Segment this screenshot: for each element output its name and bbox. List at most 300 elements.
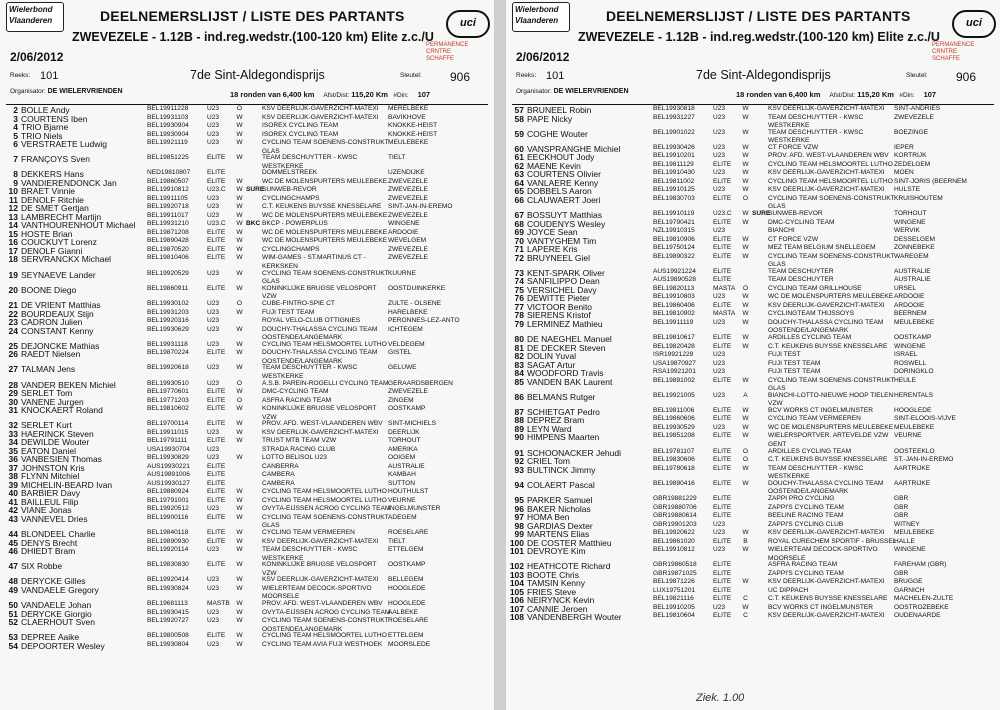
residence: OOIGEM bbox=[388, 454, 416, 462]
table-row bbox=[0, 515, 494, 524]
residence: ZULTE - OLSENE bbox=[388, 300, 442, 308]
license-type: W bbox=[742, 143, 749, 151]
license-id: GBR19871025 bbox=[653, 569, 697, 577]
license-id: BEL19931118 bbox=[147, 340, 188, 348]
category: ELITE bbox=[207, 462, 226, 470]
rider-number: 50 bbox=[8, 600, 18, 611]
license-id: ISR19921229 bbox=[653, 351, 694, 359]
rider-number: 103 bbox=[509, 569, 524, 580]
category: ELITE bbox=[207, 420, 226, 428]
team-name: KSV DEERLIJK-GAVERZICHT-MATEXI bbox=[262, 537, 379, 545]
rider-number: 16 bbox=[8, 237, 18, 248]
team-name: FUJI TEST TEAM bbox=[262, 308, 315, 316]
residence: MEULEBEKE bbox=[894, 318, 935, 326]
residence: MEULEBEKE bbox=[388, 139, 429, 146]
license-type: W bbox=[742, 342, 749, 350]
category: ELITE bbox=[207, 237, 226, 245]
rider-number: 25 bbox=[8, 340, 18, 351]
license-type: W bbox=[742, 546, 749, 554]
license-id: BEL19910201 bbox=[653, 152, 695, 160]
license-id: BEL19800508 bbox=[147, 632, 189, 640]
rider-name: VANDEN BAK Laurent bbox=[527, 376, 613, 387]
rider-name: DE COSTER Matthieu bbox=[527, 537, 612, 548]
license-id: BEL19810617 bbox=[653, 334, 695, 342]
rider-number: 83 bbox=[514, 359, 524, 370]
category: U23 bbox=[207, 608, 220, 616]
rider-name: FRANÇOYS Sven bbox=[21, 154, 90, 165]
team-name: CT FORCE VZW bbox=[768, 143, 819, 151]
license-id: AUS19891006 bbox=[147, 471, 190, 479]
category: ELITE bbox=[713, 464, 732, 472]
team-name: OOSTENDE/LANGEMARK bbox=[262, 357, 343, 365]
rider-name: TRIO Bjarne bbox=[21, 122, 69, 132]
residence: ADEGEM bbox=[388, 513, 417, 521]
team-name: KONINKLIJKE BRUGSE VELOSPORT bbox=[262, 561, 377, 569]
team-name: KSV DEERLIJK-GAVERZICHT-MATEXI bbox=[768, 186, 885, 194]
rider-number: 5 bbox=[13, 130, 18, 141]
team-name: BEELINE RACING TEAM bbox=[768, 512, 844, 520]
rider-number: 32 bbox=[8, 420, 18, 431]
rider-number: 93 bbox=[514, 464, 524, 475]
license-id: BEL19830830 bbox=[147, 561, 189, 569]
residence: FAREHAM (GBR) bbox=[894, 561, 947, 569]
category: ELITE bbox=[207, 396, 226, 404]
residence: WITNEY bbox=[894, 520, 920, 528]
license-type: W bbox=[236, 546, 243, 554]
rider-name: BLONDEEL Charlie bbox=[21, 529, 96, 540]
license-type: W bbox=[236, 122, 243, 129]
team-name: WIELERSPORTVER. ARTEVELDE VZW bbox=[768, 432, 889, 440]
handwritten-signature: Ziek. 1.00 bbox=[696, 692, 745, 704]
rider-name: COUDENYS Wesley bbox=[527, 218, 606, 229]
residence: WEVELGEM bbox=[388, 237, 427, 245]
residence: HOOGLEDE bbox=[894, 406, 932, 414]
team-name: KSV DEERLIJK-GAVERZICHT-MATEXI bbox=[768, 105, 885, 112]
rider-number: 85 bbox=[514, 376, 524, 387]
rider-name: SAGAT Artur bbox=[527, 359, 576, 370]
team-name: BCV WORKS CT INGELMUNSTER bbox=[768, 406, 874, 414]
team-name: CYCLING TEAM AVIA FUJI WESTHOEK bbox=[262, 640, 383, 648]
rider-number: 102 bbox=[509, 561, 524, 572]
rider-number: 89 bbox=[514, 423, 524, 434]
team-name: ZAPPI'S CYCLING TEAM bbox=[768, 569, 844, 577]
category: U23 bbox=[713, 368, 726, 376]
team-name: GENT bbox=[768, 440, 787, 448]
rider-name: DE VRIENT Matthias bbox=[21, 300, 101, 311]
rider-number: 59 bbox=[514, 128, 524, 139]
team-name: KSV DEERLIJK-GAVERZICHT-MATEXI bbox=[768, 612, 885, 620]
race-name: 7de Sint-Aldegondisprijs bbox=[190, 68, 325, 82]
license-type: W bbox=[236, 284, 243, 292]
rider-number: 60 bbox=[514, 143, 524, 154]
category: ELITE bbox=[713, 578, 732, 586]
team-name: OOSTENDE/LANGEMARK bbox=[262, 334, 343, 342]
license-id: BEL19910430 bbox=[653, 169, 695, 177]
residence: GBR bbox=[894, 569, 909, 577]
residence: BOEZINGE bbox=[894, 128, 929, 136]
rider-name: FLYNN Mitchiel bbox=[21, 471, 80, 482]
rider-name: DEWILDE Wouter bbox=[21, 437, 90, 448]
rider-name: HIMPENS Maarten bbox=[527, 432, 600, 443]
residence: BELLEGEM bbox=[388, 576, 424, 584]
license-type: W bbox=[742, 432, 749, 440]
category: ELITE bbox=[207, 405, 226, 413]
residence: WINGENE bbox=[894, 546, 926, 554]
team-name: ZAPPI'S CYCLING CLUB bbox=[768, 520, 844, 528]
team-name: WIM-GAMES - ST.MARTINUS CT - bbox=[262, 254, 366, 262]
rider-list bbox=[0, 106, 494, 650]
rider-number: 57 bbox=[514, 105, 524, 115]
rider-name: MICHELIN-BEARD Ivan bbox=[21, 479, 113, 490]
category: U23 bbox=[207, 317, 220, 325]
license-id: BEL19920718 bbox=[147, 203, 189, 211]
team-name: TEAM DESCHUYTTER - KWSC bbox=[768, 113, 864, 121]
rider-name: DE NAEGHEL Manuel bbox=[527, 334, 612, 345]
category: U23 bbox=[207, 584, 220, 592]
race-subtitle: ZWEVEZELE - 1.12B - ind.reg.wedstr.(100-120 km) Elite z.c./U bbox=[72, 30, 434, 44]
team-name: ZAPPI PRO CYCLING bbox=[768, 495, 835, 503]
category: ELITE bbox=[207, 529, 226, 537]
team-name: WC DE MOLENSPURTERS MEULEBEKE bbox=[262, 228, 388, 236]
residence: SINT-JAN-IN-EREMO bbox=[388, 203, 453, 211]
license-id: LUX19751201 bbox=[653, 586, 696, 594]
license-id: BEL19830606 bbox=[653, 456, 695, 464]
residence: DEERLIJK bbox=[388, 428, 420, 436]
team-name: WIELERTEAM DECOCK-SPORTIVO bbox=[768, 546, 878, 554]
residence: ZWEVEZELE bbox=[388, 245, 428, 253]
category: ELITE bbox=[207, 537, 226, 545]
license-id: BEL19860606 bbox=[653, 415, 695, 423]
license-id: BEL19880924 bbox=[147, 488, 189, 496]
rider-name: PAPE Nicky bbox=[527, 113, 573, 124]
residence: ARDOOIE bbox=[388, 228, 419, 236]
rider-number: 13 bbox=[8, 211, 18, 222]
residence: OOSTDUINKERKE bbox=[388, 284, 446, 292]
team-name: OOSTENDE/LANGEMARK bbox=[262, 625, 343, 633]
rider-name: HOSTE Brian bbox=[21, 228, 73, 239]
table-row bbox=[0, 271, 494, 280]
rider-name: BAKER Nicholas bbox=[527, 503, 591, 514]
category: U23 bbox=[713, 359, 726, 367]
category: ELITE bbox=[713, 218, 732, 226]
rider-number: 4 bbox=[13, 122, 18, 132]
license-type: W bbox=[236, 529, 243, 537]
license-type: W bbox=[236, 177, 243, 185]
category: ELITE bbox=[713, 586, 732, 594]
license-id: BEL19911228 bbox=[147, 105, 189, 112]
residence: ARDOOIE bbox=[894, 293, 925, 301]
rider-number: 54 bbox=[8, 640, 18, 651]
license-type: W bbox=[742, 186, 749, 194]
table-row bbox=[506, 613, 1000, 622]
rider-name: DE DECKER Steven bbox=[527, 342, 606, 353]
license-type: W bbox=[742, 252, 749, 260]
team-name: BIANCHI-LOTTO-NIEUWE HOOP TIELEN bbox=[768, 391, 894, 399]
license-type: W bbox=[236, 496, 243, 504]
rider-name: VANSPRANGHE Michiel bbox=[527, 143, 621, 154]
rider-name: WOODFORD Travis bbox=[527, 368, 604, 379]
team-name: DOUCHY-THALASSA CYCLING TEAM bbox=[768, 318, 884, 326]
license-id: BEL19851225 bbox=[147, 154, 189, 162]
license-type: W bbox=[236, 454, 243, 462]
license-id: BEL19780618 bbox=[653, 464, 695, 472]
license-type: W bbox=[236, 388, 243, 396]
sleutel-label: Sleutel: bbox=[906, 72, 928, 79]
residence: HULSTE bbox=[894, 186, 921, 194]
category: U23 bbox=[207, 340, 220, 348]
category: U23 bbox=[713, 520, 726, 528]
license-type: W bbox=[236, 308, 243, 316]
category: ELITE bbox=[713, 595, 732, 603]
category: ELITE bbox=[207, 284, 226, 292]
residence: VEURNE bbox=[894, 432, 922, 440]
team-name: TEAM DESCHUYTTER - KWSC bbox=[768, 464, 864, 472]
reeks-label: Reeks: bbox=[516, 72, 537, 79]
rider-name: HAERINCK Steven bbox=[21, 428, 94, 439]
license-type: W bbox=[236, 325, 243, 333]
rider-name: COGHE Wouter bbox=[527, 128, 588, 139]
license-type: W bbox=[236, 269, 243, 277]
category: ELITE bbox=[713, 415, 732, 423]
team-name: KSV DEERLIJK-GAVERZICHT-MATEXI bbox=[768, 578, 885, 586]
rider-name: JOHNSTON Kris bbox=[21, 462, 85, 473]
residence: ISRAEL bbox=[894, 351, 918, 359]
license-id: AUS19921224 bbox=[653, 267, 696, 275]
team-name: C.T. KEUKENS BUYSSE KNESSELARE bbox=[768, 342, 888, 350]
license-id: BEL19920622 bbox=[653, 529, 695, 537]
rider-name: DENYS Brecht bbox=[21, 537, 78, 548]
rider-number: 108 bbox=[509, 612, 524, 623]
residence: AMERIKA bbox=[388, 445, 418, 453]
rider-number: 30 bbox=[8, 396, 18, 407]
category: ELITE bbox=[713, 334, 732, 342]
team-name: ASFRA RACING TEAM bbox=[768, 561, 838, 569]
category: U23 bbox=[713, 293, 726, 301]
rider-number: 68 bbox=[514, 218, 524, 229]
category: U23 bbox=[713, 169, 726, 177]
rider-number: 38 bbox=[8, 471, 18, 482]
special-flag: SURE bbox=[246, 186, 265, 194]
license-type: W bbox=[236, 254, 243, 262]
table-row bbox=[0, 562, 494, 571]
license-type: W bbox=[236, 632, 243, 640]
team-name: ZAPPI'S CYCLING TEAM bbox=[768, 503, 844, 511]
team-name: PROV. AFD. WEST-VLAANDEREN WBV bbox=[262, 420, 383, 428]
rider-name: DE SMET Gertjan bbox=[21, 203, 89, 214]
table-row bbox=[506, 579, 1000, 588]
team-name: OVYTA-EIJSSEN ACROG CYCLING TEAM bbox=[262, 608, 391, 616]
residence: ARDOOIE bbox=[894, 301, 925, 309]
license-type: O bbox=[236, 379, 243, 387]
team-name: CT FORCE VZW bbox=[768, 235, 819, 243]
team-name: GLAS bbox=[768, 385, 786, 393]
license-id: BEL19910205 bbox=[653, 603, 695, 611]
team-name: GLAS bbox=[768, 203, 786, 211]
license-type: W bbox=[742, 578, 749, 586]
license-type: O bbox=[742, 284, 749, 292]
rider-name: LEYN Ward bbox=[527, 423, 572, 434]
residence: WERVIK bbox=[894, 227, 920, 235]
license-id: BEL19851208 bbox=[653, 432, 695, 440]
rider-name: SERLET Kurt bbox=[21, 420, 72, 431]
license-type: W bbox=[236, 113, 243, 121]
license-type: W bbox=[236, 186, 243, 194]
rider-name: VANENE Jurgen bbox=[21, 396, 84, 407]
table-row bbox=[0, 406, 494, 415]
team-name: CYCLING TEAM SOENENS-CONSTRUKT bbox=[768, 252, 895, 260]
team-name: BKCP - POWERPLUS bbox=[262, 220, 328, 228]
license-id: BEL19921119 bbox=[147, 139, 188, 146]
rider-number: 64 bbox=[514, 177, 524, 188]
license-id: BEL19890428 bbox=[147, 237, 189, 245]
rider-name: EATON Daniel bbox=[21, 445, 76, 456]
rider-name: DOLIN Yuval bbox=[527, 351, 576, 362]
team-name: TEAM DESCHUYTTER - KWSC bbox=[262, 154, 358, 162]
team-name: VZW bbox=[262, 413, 277, 421]
license-type: W bbox=[236, 420, 243, 428]
residence: SINT-MICHIELS bbox=[388, 420, 436, 428]
category: U23.C bbox=[207, 220, 226, 228]
residence: TORHOUT bbox=[894, 210, 927, 218]
residence: AALBEKE bbox=[388, 608, 419, 616]
license-type: W bbox=[236, 211, 243, 219]
table-row bbox=[0, 547, 494, 556]
category: ELITE bbox=[207, 169, 226, 177]
category: U23 bbox=[713, 391, 726, 399]
rider-name: DEKKERS Hans bbox=[21, 169, 84, 180]
residence: KUURNE bbox=[388, 269, 416, 277]
rider-name: VANBESIEN Thomas bbox=[21, 454, 102, 465]
rider-number: 6 bbox=[13, 139, 18, 149]
license-type: W bbox=[236, 537, 243, 545]
rider-number: 79 bbox=[514, 318, 524, 329]
category: ELITE bbox=[713, 376, 732, 384]
license-type: W bbox=[742, 128, 749, 136]
license-id: BEL19911119 bbox=[653, 318, 694, 326]
table-row bbox=[0, 255, 494, 264]
residence: KNOKKE-HEIST bbox=[388, 122, 438, 129]
license-id: BEL19890322 bbox=[653, 252, 695, 260]
team-name: KSV DEERLIJK-GAVERZICHT-MATEXI bbox=[768, 529, 885, 537]
organizer: Organisator: DE WIELERVRIENDEN bbox=[10, 88, 123, 95]
license-id: GBR19880706 bbox=[653, 503, 697, 511]
category: ELITE bbox=[713, 447, 732, 455]
category: ELITE bbox=[713, 479, 732, 487]
rider-name: VANDAELE Gregory bbox=[21, 584, 99, 595]
license-id: BEL19930904 bbox=[147, 122, 189, 129]
residence: WINGENE bbox=[894, 218, 926, 226]
rider-name: VICTOOR Benito bbox=[527, 301, 593, 312]
category: ELITE bbox=[713, 342, 732, 350]
license-id: BEL19810602 bbox=[147, 405, 189, 413]
rider-number: 42 bbox=[8, 505, 18, 516]
rider-number: 62 bbox=[514, 160, 524, 171]
sheet-header bbox=[0, 0, 494, 120]
team-name: KERKSKEN bbox=[262, 262, 298, 270]
rider-number: 74 bbox=[514, 276, 524, 287]
rider-number: 37 bbox=[8, 462, 18, 473]
table-row bbox=[506, 562, 1000, 571]
license-id: USA19870927 bbox=[653, 359, 696, 367]
residence: OOSTROZEBEKE bbox=[894, 603, 949, 611]
team-name: OVYTA-EIJSSEN ACROG CYCLING TEAM bbox=[262, 505, 391, 513]
team-name: DOUCHY-THALASSA CYCLING TEAM bbox=[768, 479, 884, 487]
license-id: BEL19930629 bbox=[147, 325, 189, 333]
license-id: BEL19811129 bbox=[653, 160, 694, 168]
residence: BRUGGE bbox=[894, 578, 923, 586]
license-id: BEL19770601 bbox=[147, 388, 189, 396]
rider-number: 22 bbox=[8, 308, 18, 319]
category: ELITE bbox=[207, 177, 226, 185]
license-id: BEL19930829 bbox=[147, 454, 189, 462]
table-row bbox=[506, 378, 1000, 387]
team-name: WC DE MOLENSPURTERS MEULEBEKE bbox=[768, 423, 894, 431]
table-row bbox=[506, 344, 1000, 353]
license-type: W bbox=[236, 600, 243, 608]
license-id: AUS19930127 bbox=[147, 479, 190, 487]
category: ELITE bbox=[713, 456, 732, 464]
category: ELITE bbox=[713, 252, 732, 260]
start-list-sheet-right bbox=[506, 0, 1000, 710]
license-id: BEL19910812 bbox=[147, 186, 189, 194]
team-name: GLAS bbox=[262, 278, 280, 286]
rider-list bbox=[506, 106, 1000, 622]
rider-name: SEYNAEVE Lander bbox=[21, 269, 96, 280]
rider-number: 29 bbox=[8, 388, 18, 399]
license-type: W bbox=[236, 364, 243, 372]
license-type: W bbox=[742, 415, 749, 423]
team-name: ARDILLES CYCLING TEAM bbox=[768, 447, 852, 455]
rider-number: 18 bbox=[8, 254, 18, 265]
team-name: CYCLINGTEAM THIJSSOYS bbox=[768, 310, 854, 318]
sheet-title: DEELNEMERSLIJST / LISTE DES PARTANTS bbox=[100, 8, 405, 24]
category: U23 bbox=[207, 505, 220, 513]
rider-name: DHIEDT Bram bbox=[21, 546, 76, 557]
category: U23 bbox=[713, 105, 726, 112]
license-type: W bbox=[742, 210, 749, 218]
residence: ROESELARE bbox=[388, 529, 429, 537]
residence: WINGENE bbox=[894, 342, 926, 350]
category: ELITE bbox=[207, 388, 226, 396]
category: U23 bbox=[713, 143, 726, 151]
category: ELITE bbox=[713, 503, 732, 511]
residence: WAREGEM bbox=[894, 252, 929, 260]
special-flag: SURE bbox=[752, 210, 771, 218]
category: U23 bbox=[207, 428, 220, 436]
team-name: GLAS bbox=[262, 147, 280, 155]
team-name: WIELERTEAM DECOCK-SPORTIVO bbox=[262, 584, 372, 592]
license-id: BEL19930904 bbox=[147, 130, 189, 138]
team-name: WESTKERKE bbox=[262, 554, 304, 562]
team-name: FUJI TEST bbox=[768, 351, 801, 359]
category: U23.C bbox=[713, 210, 732, 218]
license-type: W bbox=[236, 154, 243, 162]
team-name: WC DE MOLENSPURTERS MEULEBEKE bbox=[262, 177, 388, 185]
license-type: W bbox=[742, 529, 749, 537]
special-flag: BKC bbox=[246, 220, 261, 228]
rider-number: 88 bbox=[514, 415, 524, 426]
rider-number: 2 bbox=[13, 105, 18, 115]
table-row bbox=[506, 481, 1000, 490]
license-type: W bbox=[236, 203, 243, 211]
license-type: W bbox=[236, 194, 243, 202]
team-name: C.T. KEUKENS BUYSSE KNESSELARE bbox=[262, 203, 382, 211]
category: ELITE bbox=[713, 495, 732, 503]
license-type: W bbox=[236, 640, 243, 648]
license-id: BEL19920529 bbox=[147, 269, 189, 277]
residence: BAVIKHOVE bbox=[388, 113, 426, 121]
residence: OOSTKAMP bbox=[388, 405, 426, 413]
